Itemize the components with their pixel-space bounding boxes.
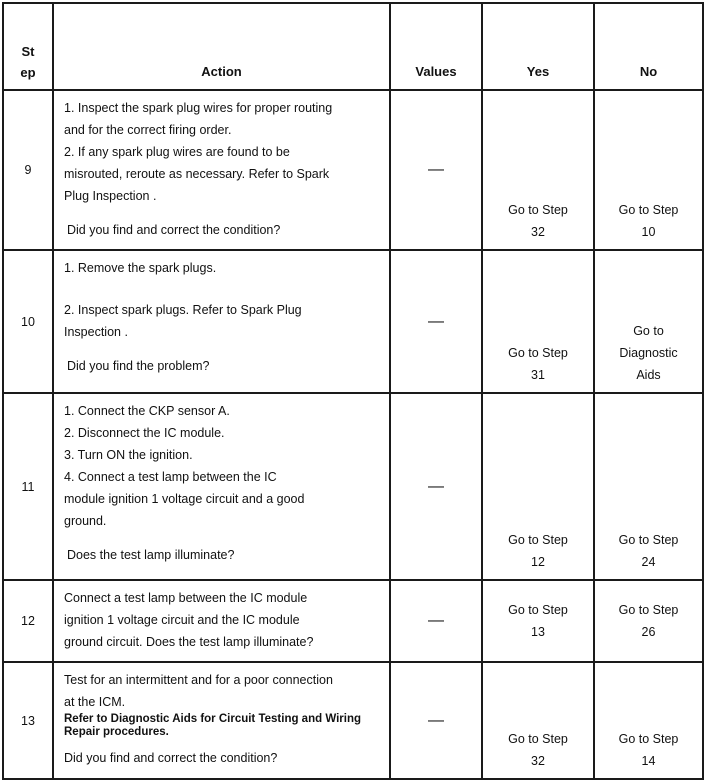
action-line: ground circuit. Does the test lamp illuminate? [64, 635, 314, 649]
table-row [3, 393, 703, 580]
table-row [3, 90, 703, 250]
no-line: 10 [641, 225, 656, 239]
action-question: Did you find and correct the condition? [67, 223, 281, 237]
no-line: 14 [641, 754, 656, 768]
action-line: 3. Turn ON the ignition. [64, 448, 193, 462]
action-line: 2. Disconnect the IC module. [64, 426, 225, 440]
header-step-line2: ep [20, 65, 36, 80]
no-cell [594, 393, 703, 580]
step-number: 12 [3, 580, 53, 662]
yes-line: 13 [531, 625, 545, 639]
action-line: and for the correct firing order. [64, 123, 232, 137]
step-number: 13 [3, 662, 53, 779]
yes-line: Go to Step [508, 732, 568, 746]
no-cell [594, 250, 703, 393]
values-cell: — [390, 662, 482, 779]
action-line: misrouted, reroute as necessary. Refer to Spark [64, 167, 330, 181]
header-row [3, 3, 703, 90]
action-line: module ignition 1 voltage circuit and a good [64, 492, 305, 506]
no-line: Go to Step [618, 603, 679, 617]
yes-cell [482, 580, 594, 662]
no-line: Diagnostic [619, 346, 678, 360]
action-line: 1. Connect the CKP sensor A. [64, 404, 230, 418]
no-line: 24 [641, 555, 656, 569]
action-reference-note: Refer to Diagnostic Aids for Circuit Testing and Wiring Repair procedures. [64, 713, 361, 738]
header-action: Action [53, 3, 390, 90]
action-line: 2. If any spark plug wires are found to be [64, 145, 290, 159]
no-line: Go to [633, 324, 664, 338]
header-step-line1: St [21, 44, 35, 59]
action-cell [53, 580, 390, 662]
action-cell [53, 90, 390, 250]
yes-line: 32 [531, 754, 545, 768]
no-cell [594, 90, 703, 250]
action-question: Did you find the problem? [67, 359, 210, 373]
yes-cell [482, 393, 594, 580]
table-row [3, 250, 703, 393]
action-line: ground. [64, 514, 107, 528]
yes-cell [482, 662, 594, 779]
values-cell: — [390, 580, 482, 662]
values-cell: — [390, 393, 482, 580]
table-row [3, 580, 703, 662]
yes-cell [482, 90, 594, 250]
no-line: Go to Step [618, 732, 679, 746]
yes-cell [482, 250, 594, 393]
table-row [3, 662, 703, 779]
no-cell [594, 662, 703, 779]
no-line: Aids [636, 368, 661, 382]
values-cell: — [390, 250, 482, 393]
header-values: Values [390, 3, 482, 90]
yes-line: 32 [531, 225, 545, 239]
action-line: 1. Inspect the spark plug wires for proper routing [64, 101, 333, 115]
action-cell [53, 393, 390, 580]
header-no: No [594, 3, 703, 90]
no-line: Go to Step [618, 203, 679, 217]
action-line: Inspection . [64, 325, 128, 339]
yes-line: Go to Step [508, 203, 568, 217]
values-cell: — [390, 90, 482, 250]
step-number: 11 [3, 393, 53, 580]
action-line: at the ICM. [64, 695, 126, 709]
header-step [3, 3, 53, 90]
yes-line: Go to Step [508, 346, 568, 360]
action-question: Does the test lamp illuminate? [67, 548, 235, 562]
action-cell [53, 662, 390, 779]
yes-line: 31 [531, 368, 545, 382]
action-line: 1. Remove the spark plugs. [64, 261, 217, 275]
action-question: Did you find and correct the condition? [64, 751, 278, 765]
action-line: Test for an intermittent and for a poor connection [64, 673, 333, 687]
yes-line: Go to Step [508, 603, 568, 617]
no-cell [594, 580, 703, 662]
action-cell [53, 250, 390, 393]
action-line: Connect a test lamp between the IC module [64, 591, 308, 605]
action-line: 2. Inspect spark plugs. Refer to Spark Plug [64, 303, 302, 317]
yes-line: Go to Step [508, 533, 568, 547]
action-line: ignition 1 voltage circuit and the IC module [64, 613, 300, 627]
diagnostic-table [2, 2, 704, 780]
no-line: Go to Step [618, 533, 679, 547]
action-line: 4. Connect a test lamp between the IC [64, 470, 277, 484]
no-line: 26 [641, 625, 656, 639]
yes-line: 12 [531, 555, 545, 569]
step-number: 9 [3, 90, 53, 250]
header-yes: Yes [482, 3, 594, 90]
step-number: 10 [3, 250, 53, 393]
action-line: Plug Inspection . [64, 189, 157, 203]
